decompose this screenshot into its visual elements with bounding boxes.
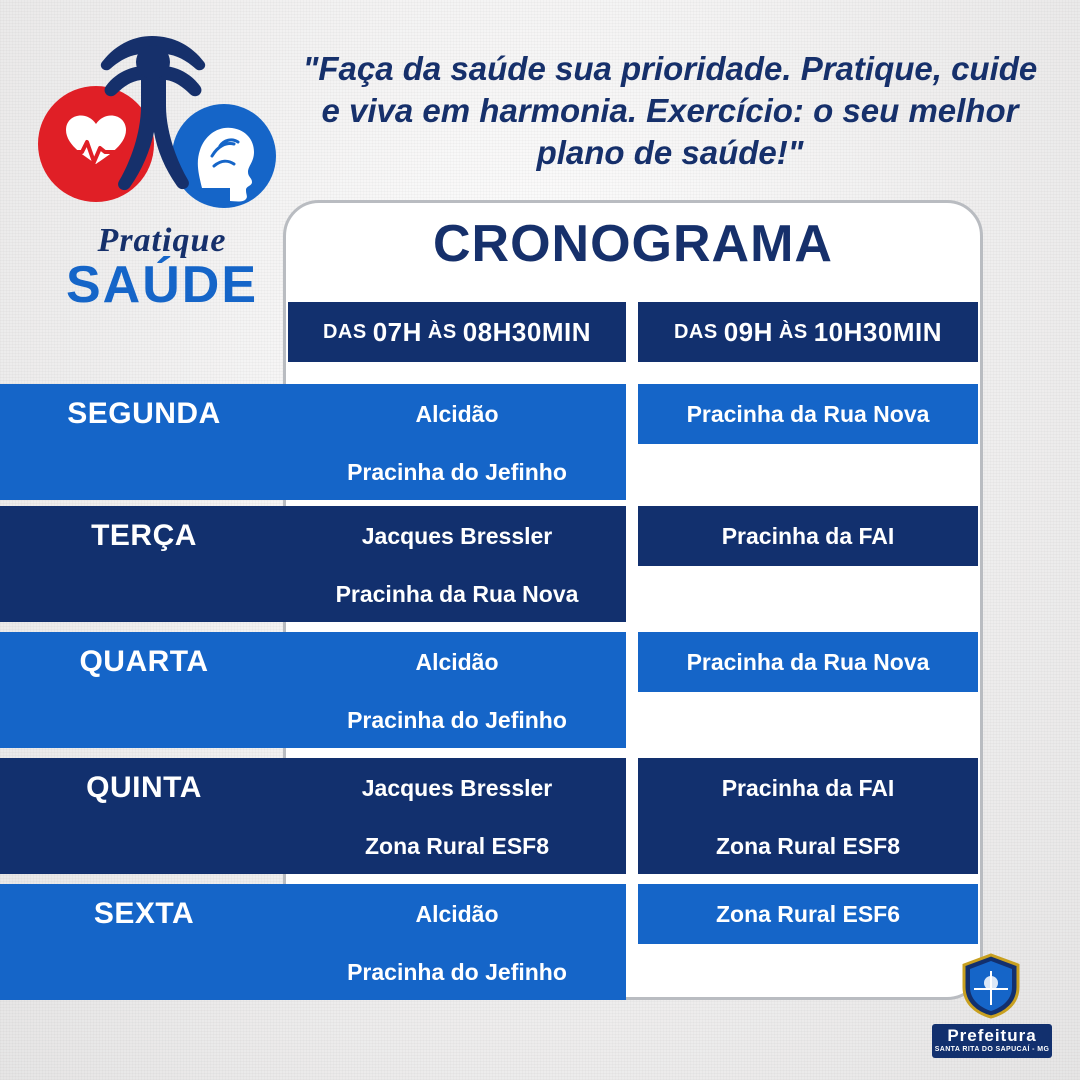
cell-text: Alcidão [415, 400, 499, 427]
table-row [638, 758, 978, 818]
prefeitura-seal [932, 953, 1052, 1058]
day-label: SEGUNDA [67, 397, 221, 430]
cell-text: Jacques Bressler [361, 522, 553, 549]
header-start-2: 09H [723, 316, 773, 347]
table-row [288, 444, 626, 500]
cell-text: Alcidão [415, 900, 499, 927]
table-row [638, 692, 978, 748]
table-row-day-quarta [0, 632, 288, 692]
cell-text: Pracinha do Jefinho [347, 706, 567, 733]
table-row-day-segunda-cont [0, 444, 288, 500]
coat-of-arms-icon [960, 953, 1022, 1019]
table-row [288, 692, 626, 748]
logo-name-saude: SAÚDE [65, 256, 259, 314]
column-header-morning [288, 302, 626, 362]
seal-title: Prefeitura [947, 1026, 1037, 1045]
page-title: CRONOGRAMA [433, 215, 833, 273]
header-middle-2: ÀS [778, 320, 808, 343]
table-row [288, 632, 626, 692]
header-end-1: 08H30MIN [462, 316, 591, 347]
table-row [638, 632, 978, 692]
cell-text: Pracinha do Jefinho [347, 958, 567, 985]
table-row-day-segunda [0, 384, 288, 444]
cell-text: Pracinha da FAI [721, 522, 895, 549]
table-row [288, 884, 626, 944]
cell-text: Pracinha da FAI [721, 774, 895, 801]
table-row [288, 384, 626, 444]
table-row-day-terca-cont [0, 566, 288, 622]
cell-text: Pracinha do Jefinho [347, 458, 567, 485]
table-row-day-sexta-cont [0, 944, 288, 1000]
seal-subtitle: SANTA RITA DO SAPUCAÍ - MG [934, 1046, 1050, 1053]
day-label: QUARTA [79, 645, 209, 678]
table-row [638, 818, 978, 874]
header-start-1: 07H [372, 316, 422, 347]
table-row [638, 506, 978, 566]
table-row-day-quinta-cont [0, 818, 288, 874]
table-row [288, 566, 626, 622]
table-row [638, 884, 978, 944]
header-prefix-1: DAS [322, 320, 367, 343]
table-row [288, 758, 626, 818]
table-row [288, 944, 626, 1000]
table-row [288, 506, 626, 566]
logo-graphic [34, 26, 284, 226]
cell-text: Zona Rural ESF8 [715, 832, 901, 859]
logo-name-pratique: Pratique [97, 222, 227, 259]
cell-text: Jacques Bressler [361, 774, 553, 801]
table-row [288, 818, 626, 874]
pratique-saude-logo [34, 26, 284, 314]
seal-label-bar [932, 1024, 1052, 1058]
table-row [638, 566, 978, 622]
header-middle-1: ÀS [427, 320, 457, 343]
day-label: TERÇA [91, 519, 197, 552]
cell-text: Pracinha da Rua Nova [335, 580, 579, 607]
table-row-day-sexta [0, 884, 288, 944]
table-row [638, 444, 978, 500]
cell-text: Alcidão [415, 648, 499, 675]
table-row-day-terca [0, 506, 288, 566]
headline-quote: "Faça da saúde sua prioridade. Pratique, cuide e viva em harmonia. Exercício: o seu melhor plano de saúde!" [302, 50, 1038, 171]
table-row [638, 944, 978, 1000]
cell-text: Zona Rural ESF6 [715, 900, 901, 927]
day-label: QUINTA [86, 771, 202, 804]
column-header-late-morning [638, 302, 978, 362]
header-prefix-2: DAS [673, 320, 718, 343]
cell-text: Pracinha da Rua Nova [686, 400, 930, 427]
cell-text: Pracinha da Rua Nova [686, 648, 930, 675]
schedule-table [0, 302, 978, 1002]
table-row-day-quarta-cont [0, 692, 288, 748]
day-label: SEXTA [93, 897, 195, 930]
table-row-day-quinta [0, 758, 288, 818]
cell-text: Zona Rural ESF8 [364, 832, 550, 859]
table-row [638, 384, 978, 444]
header-end-2: 10H30MIN [813, 316, 942, 347]
